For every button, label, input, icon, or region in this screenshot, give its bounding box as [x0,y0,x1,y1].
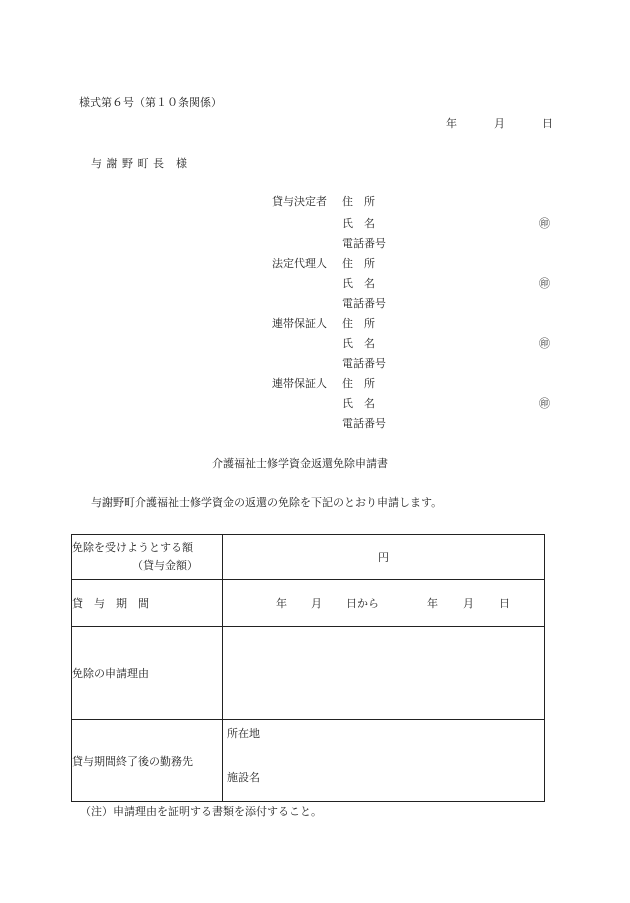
application-table [71,534,545,802]
party-address-label: 住 所 [342,257,375,270]
period-start-month: 月 [311,597,322,610]
party-address-label: 住 所 [342,195,375,208]
form-number: 様式第６号（第１０条関係） [79,96,222,109]
table-row [72,580,545,627]
party-phone-label: 電話番号 [342,417,386,430]
workplace-field[interactable] [223,720,545,802]
table-row [72,627,545,720]
amount-unit: 円 [378,551,389,564]
party-name-label: 氏 名 [342,277,375,290]
period-end-month: 月 [463,597,474,610]
period-end-day: 日 [499,597,510,610]
party-phone-label: 電話番号 [342,237,386,250]
party-address-label: 住 所 [342,377,375,390]
period-label: 貸 与 期 間 [72,580,223,627]
party-role: 法定代理人 [272,257,327,270]
party-role: 連帯保証人 [272,317,327,330]
party-address-label: 住 所 [342,317,375,330]
addressee: 与 謝 野 町 長 様 [91,157,188,170]
party-name-label: 氏 名 [342,337,375,350]
amount-sublabel: （貸与金額） [132,559,198,572]
seal-mark: ㊞ [539,277,550,290]
date-year: 年 [446,117,457,130]
amount-field[interactable] [223,535,545,580]
footnote: （注）申請理由を証明する書類を添付すること。 [80,805,322,818]
date-month: 月 [494,117,505,130]
date-day: 日 [542,117,553,130]
period-start-day: 日から [346,597,379,610]
party-role: 連帯保証人 [272,377,327,390]
seal-mark: ㊞ [539,217,550,230]
table-row [72,535,545,580]
intro-text: 与謝野町介護福祉士修学資金の返還の免除を下記のとおり申請します。 [91,496,443,509]
document-title: 介護福祉士修学資金返還免除申請書 [212,457,388,470]
amount-label: 免除を受けようとする額 [72,541,193,555]
period-end-year: 年 [427,597,438,610]
workplace-label: 貸与期間終了後の勤務先 [72,720,223,802]
workplace-facility-label: 施設名 [227,771,260,784]
period-start-year: 年 [276,597,287,610]
period-field[interactable] [223,580,545,627]
reason-field[interactable] [223,627,545,720]
table-row [72,720,545,802]
party-role: 貸与決定者 [272,195,327,208]
seal-mark: ㊞ [539,337,550,350]
party-phone-label: 電話番号 [342,297,386,310]
party-name-label: 氏 名 [342,217,375,230]
party-phone-label: 電話番号 [342,357,386,370]
reason-label: 免除の申請理由 [72,627,223,720]
amount-label-cell [72,535,223,580]
seal-mark: ㊞ [539,397,550,410]
workplace-location-label: 所在地 [227,727,260,740]
date-line [446,118,553,129]
party-name-label: 氏 名 [342,397,375,410]
